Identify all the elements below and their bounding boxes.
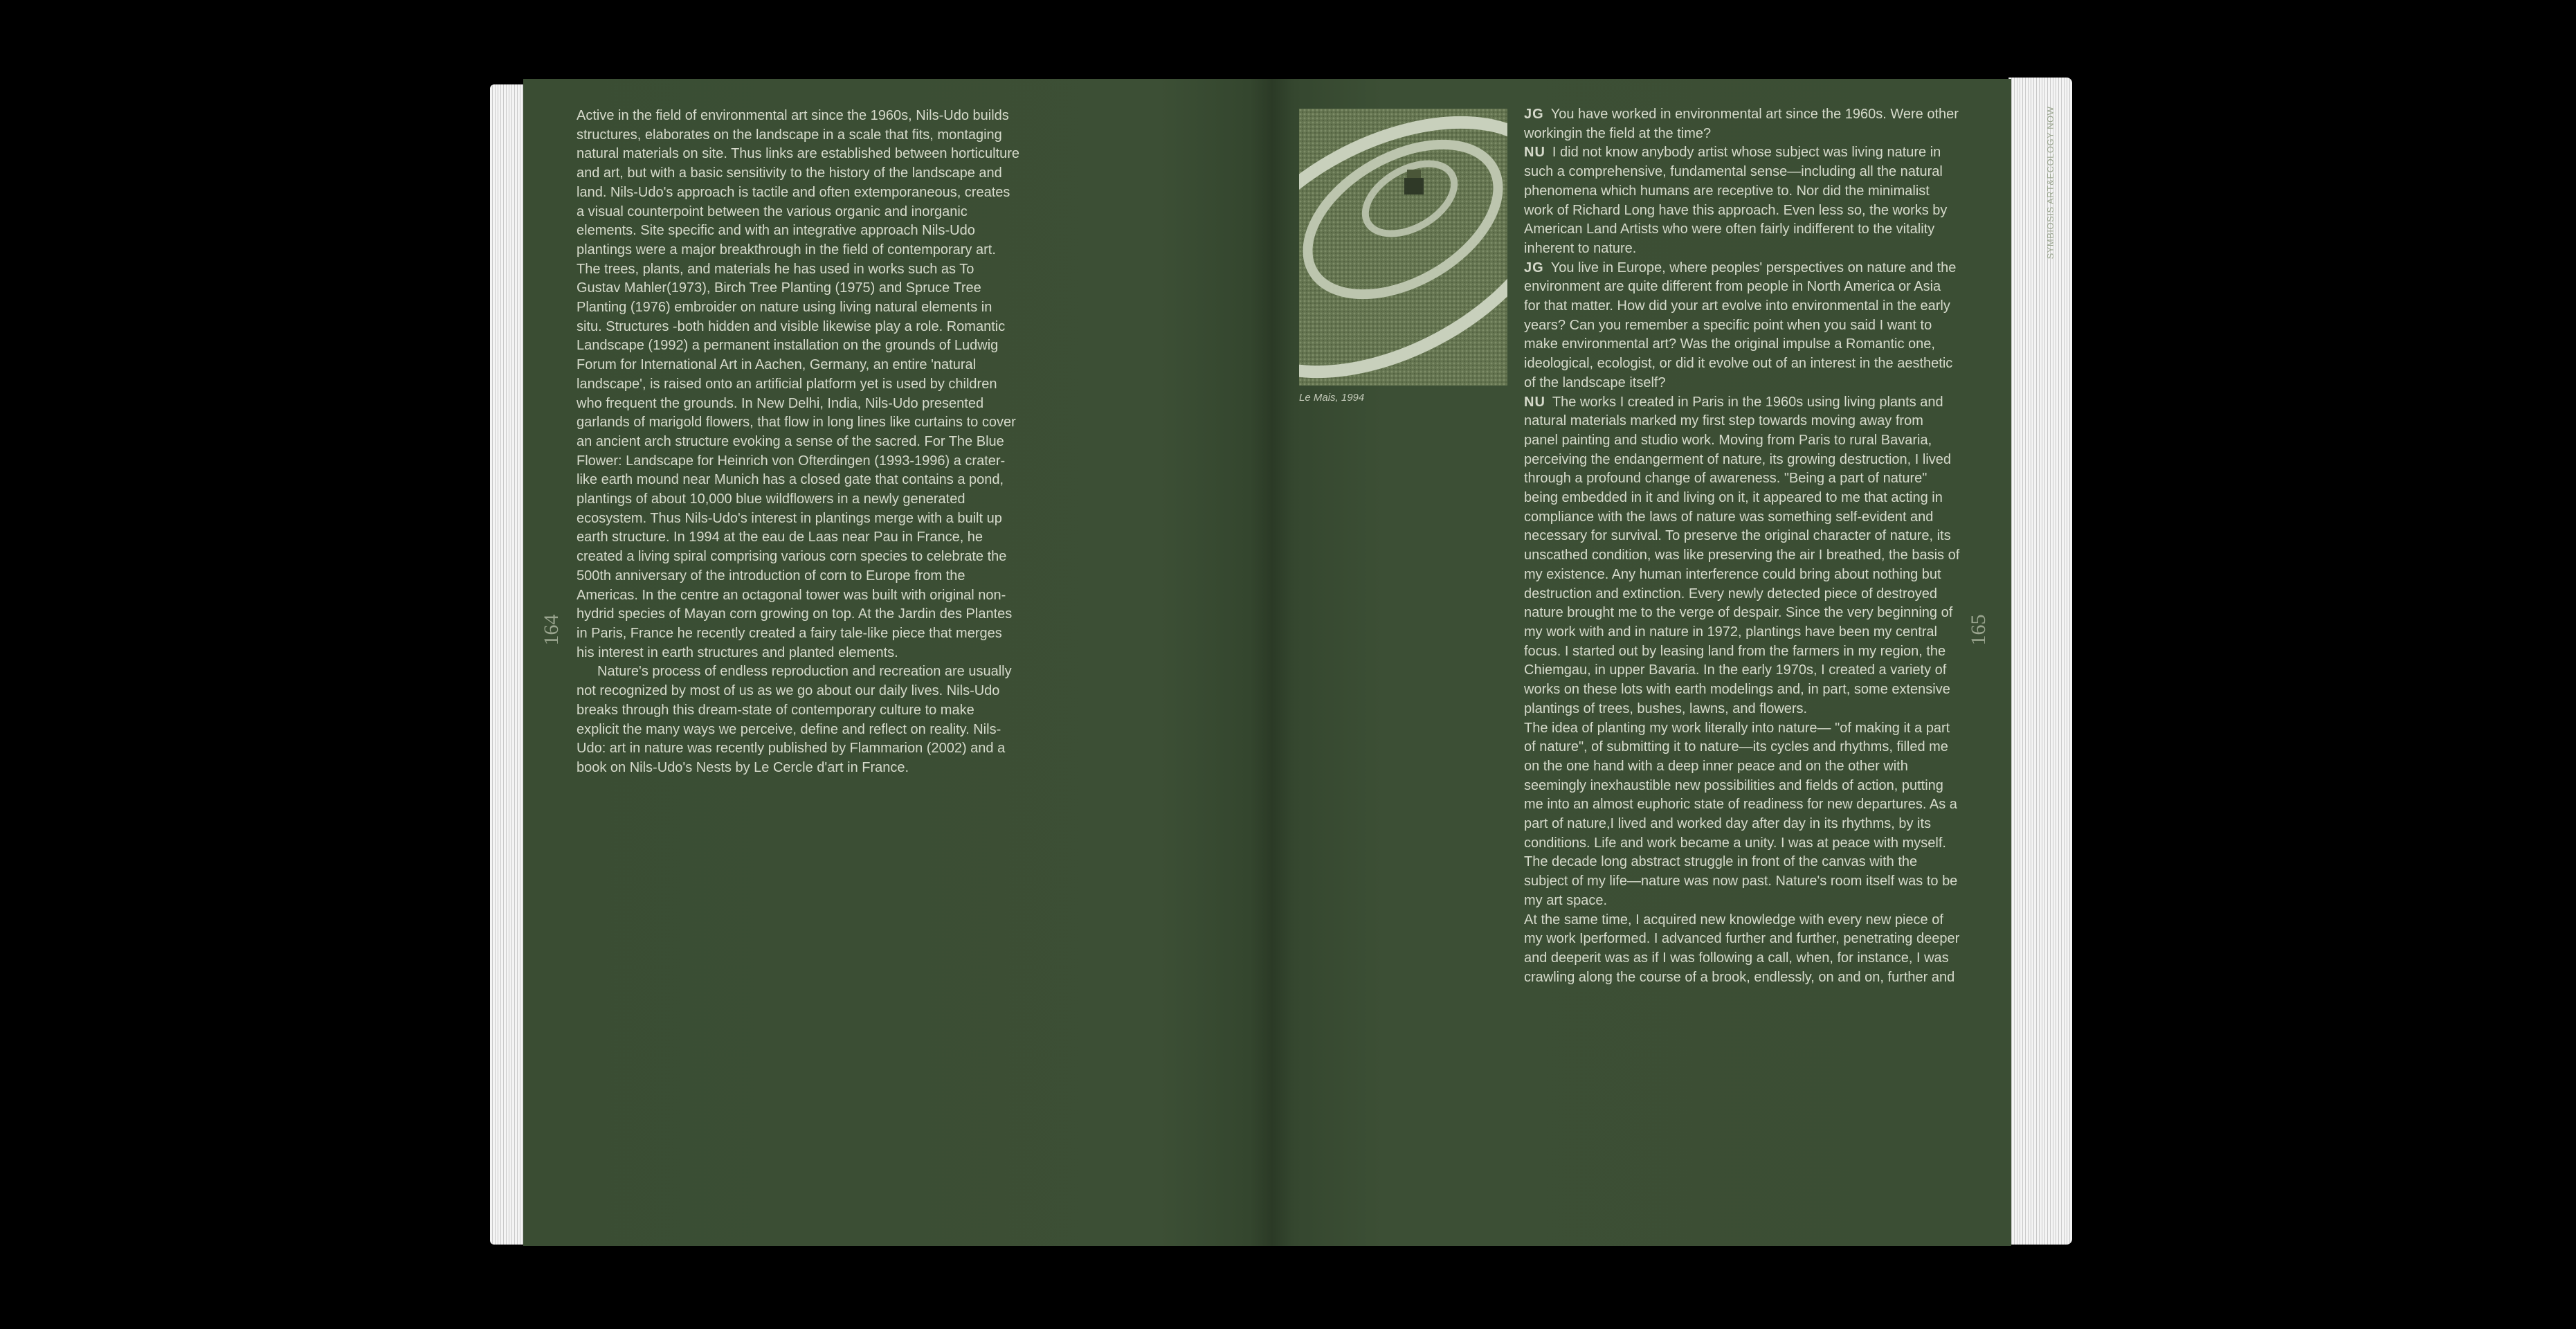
- answer-2-continued: The idea of planting my work literally into nature— "of making it a part of nature", of submitting it to nature—its cycles and rhythms, filled me on the one hand with a deep inner peace and on the other with seemingly inexhaustible new possibilities and fields of action, putting me into an almost euphoric state of readiness for new departures. As a part of nature,I lived and worked day after day in its rhythms, by its conditions. Life and work became a unity. I was at peace with myself. The decade long abstract struggle in front of the canvas with the subject of my life—nature was now past. Nature's room itself was to be my art space.: [1524, 720, 1958, 908]
- answer-2-continued-2: At the same time, I acquired new knowledge with every new piece of my work Iperformed. I advanced further and further, penetrating deeper and deeperit was as if I was following a call, when, for instance, I was crawling along the course of a brook, endlessly, on and on, further and: [1524, 912, 1960, 985]
- photo-caption: Le Mais, 1994: [1299, 392, 1365, 404]
- interview-text: [1524, 105, 1960, 987]
- body-paragraph-1: Active in the field of environmental art since the 1960s, Nils-Udo builds structures, elaborates on the landscape in a scale that fits, montaging natural materials on site. Thus links are established between horticulture and art, but with a basic sensitivity to the history of the landscape and land. Nils-Udo's approach is tactile and often extemporaneous, creates a visual counterpoint between the various organic and inorganic elements. Site specific and with an integrative approach Nils-Udo plantings were a major breakthrough in the field of contemporary art. The trees, plants, and materials he has used in works such as To Gustav Mahler(1973), Birch Tree Planting (1975) and Spruce Tree Planting (1976) embroider on nature using living natural elements in situ. Structures -both hidden and visible likewise play a role. Romantic Landscape (1992) a permanent installation on the grounds of Ludwig Forum for International Art in Aachen, Germany, an entire 'natural landscape', is raised onto an artificial platform yet is used by children who frequent the grounds. In New Delhi, India, Nils-Udo presented garlands of marigold flowers, that flow in long lines like curtains to cover an ancient arch structure evoking a sense of the sacred. For The Blue Flower: Landscape for Heinrich von Ofterdingen (1993-1996) a crater-like earth mound near Munich has a closed gate that contains a pond, plantings of about 10,000 blue wildflowers in a newly generated ecosystem. Thus Nils-Udo's interest in plantings merge with a built up earth structure. In 1994 at the eau de Laas near Pau in France, he created a living spiral comprising various corn species to celebrate the 500th anniversary of the introduction of corn to Europe from the Americas. In the centre an octagonal tower was built with original non-hydrid species of Mayan corn growing on top. At the Jardin des Plantes in Paris, France he recently created a fairy tale-like piece that merges his interest in earth structures and planted elements.: [577, 108, 1019, 660]
- answer-1: NU I did not know anybody artist whose subject was living nature in such a comprehensive, fundamental sense—including all the natural phenomena which humans are receptive to. Nor did the minimalist work of Richard Long have this approach. Even less so, the works by American Land Artists who were often fairly indifferent to the vitality inherent to nature.: [1524, 145, 1948, 256]
- answer-2: NU The works I created in Paris in the 1960s using living plants and natural materials marked my first step towards moving away from panel painting and studio work. Moving from Paris to rural Bavaria, perceiving the endangerment of nature, its growing destruction, I lived through a profound change of awareness. "Being a part of nature" being embedded in it and living on it, it appeared to me that acting in compliance with the laws of nature was something self-evident and necessary for survival. To preserve the original character of nature, its unscathed condition, was like preserving the air I breathed, the basis of my existence. Any human interference could bring about nothing but destruction and extinction. Every newly detected piece of destroyed nature brought me to the verge of despair. Since the very beginning of my work with and in nature in 1972, plantings have been my central focus. I started out by leasing land from the farmers in my region, the Chiemgau, in upper Bavaria. In the early 1970s, I created a variety of works on these lots with earth modelings and, in part, some extensive plantings of trees, bushes, lawns, and flowers.: [1524, 394, 1960, 716]
- artwork-photo: [1299, 109, 1507, 386]
- page-edges-left: [490, 84, 526, 1245]
- question-2: JG You live in Europe, where peoples' perspectives on nature and the environment are quite different from people in North America or Asia for that matter. How did your art evolve into environmental in the early years? Can you remember a specific point when you said I want to make environmental art? Was the original impulse a Romantic one, ideological, ecologist, or did it evolve out of an interest in the aesthetic of the landscape itself?: [1524, 260, 1957, 390]
- page-number-left: 164: [540, 614, 563, 646]
- question-1: JG You have worked in environmental art since the 1960s. Were other workingin the field at the time?: [1524, 107, 1959, 141]
- body-paragraph-2: Nature's process of endless reproduction and recreation are usually not recognized by most of us as we go about our daily lives. Nils-Udo breaks through this dream-state of contemporary culture to make explicit the many ways we perceive, define and reflect on reality. Nils-Udo: art in nature was recently published by Flammarion (2002) and a book on Nils-Udo's Nests by Le Cercle d'art in France.: [577, 664, 1012, 775]
- running-head: SYMBIOSIS ART&ECOLOGY NOW: [2045, 106, 2056, 260]
- left-page-body: [577, 107, 1019, 778]
- page-edges-right: [2008, 78, 2072, 1245]
- page-number-right: 165: [1967, 614, 1990, 646]
- corn-spiral-image: [1299, 109, 1507, 386]
